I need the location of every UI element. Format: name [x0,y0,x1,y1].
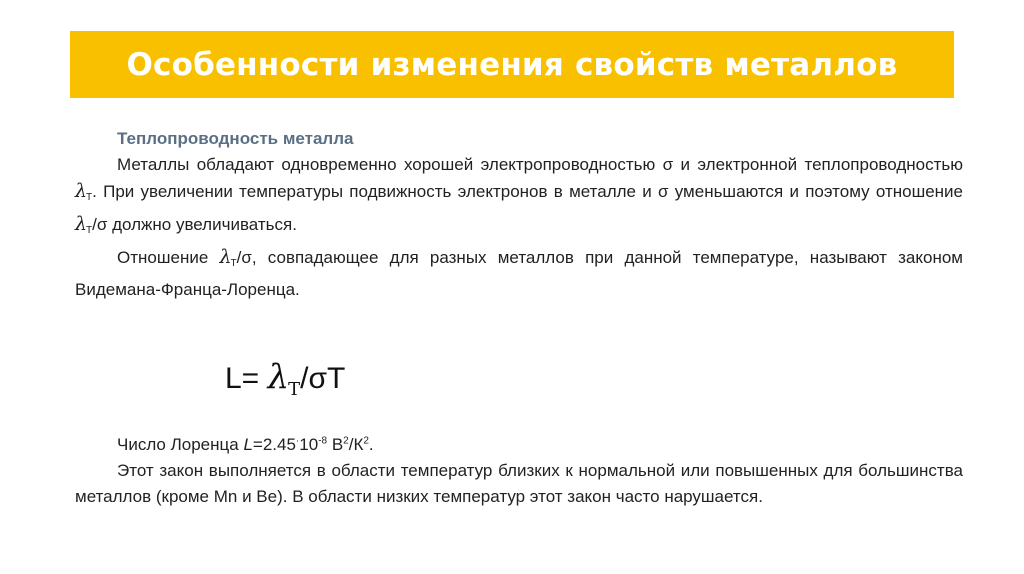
paragraph-1 [75,152,963,244]
section-subtitle: Теплопроводность металла [117,129,354,148]
paragraph-3: Этот закон выполняется в области температур близких к нормальной или повышенных для большинства металлов (кроме Mn и Be). В области низких температур этот закон часто нарушается. [75,461,963,506]
formula-rhs: /σT [300,362,346,395]
lorenz-unit-exp2: 2 [363,435,369,447]
paragraph-1-part-a: Металлы обладают одновременно хорошей электропроводностью σ и электронной теплопроводностью [117,155,963,174]
lorenz-formula [225,357,963,410]
lorenz-base: 10 [299,435,319,454]
lambda-subscript: Т [86,192,93,203]
paragraph-2-part-a: Отношение [117,248,209,267]
lorenz-prefix: Число Лоренца [117,435,244,454]
lorenz-number-line [75,432,963,458]
paragraph-2 [75,244,963,303]
paragraph-1-part-b: . При увеличении температуры подвижность электронов в металле и σ уменьшаются и поэтому отношение [92,182,963,201]
lorenz-unit-b: /К [348,435,364,454]
lambda-subscript: Т [288,379,301,400]
lorenz-end: . [368,435,374,454]
lambda-subscript: Т [230,258,237,269]
lambda-subscript: Т [86,225,93,236]
lorenz-var: L [243,435,253,454]
lorenz-exp: -8 [318,435,328,447]
lorenz-dot: · [295,435,300,447]
formula-lhs: L= [225,362,260,395]
lambda-symbol: λ [219,246,231,268]
paragraph-1-part-c: /σ должно увеличиваться. [92,215,297,234]
lambda-symbol: λ [75,213,87,235]
lambda-symbol: λ [267,357,289,397]
lambda-symbol: λ [75,180,87,202]
paragraph-2-part-b: /σ, совпадающее для разных металлов при данной температуре, называют законом Видемана-Франца-Лоренца. [75,248,963,299]
page-title: Особенности изменения свойств металлов [126,46,898,83]
slide-content [75,126,963,510]
title-banner [70,31,954,98]
lorenz-unit-exp: 2 [343,435,349,447]
lorenz-value: =2.45 [252,435,296,454]
lorenz-unit-a: В [327,435,344,454]
